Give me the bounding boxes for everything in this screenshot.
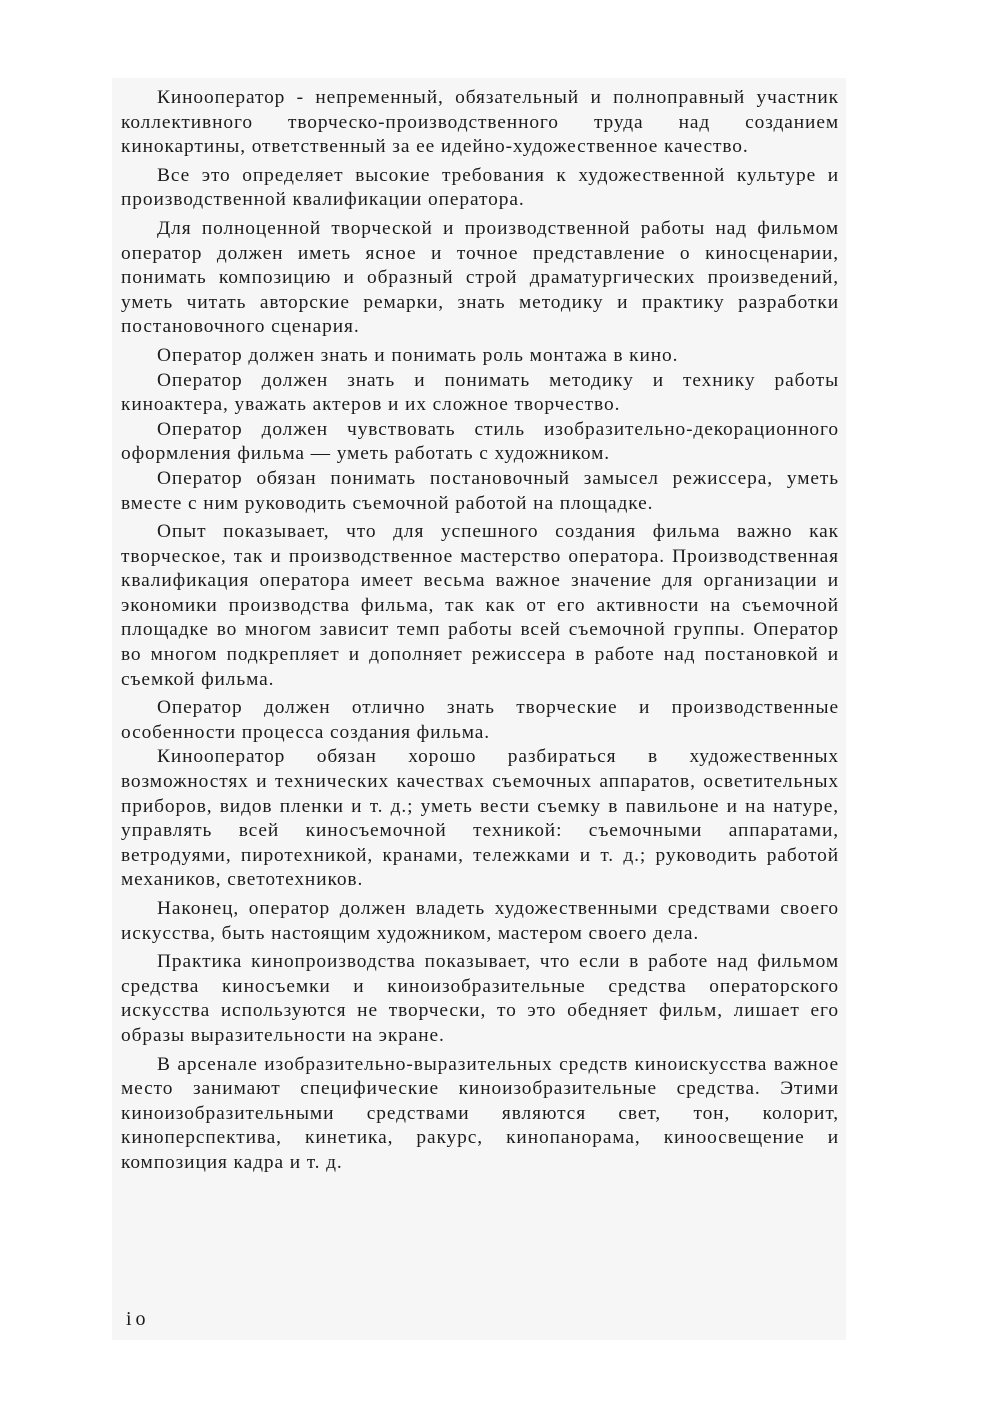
body-text xyxy=(121,86,839,1176)
paragraph-7: Оператор обязан понимать постановочный замысел режиссера, уметь вместе с ним руководить съемочной работой на площадке. xyxy=(121,467,839,514)
page-number: io xyxy=(126,1308,150,1330)
paragraph-10: Кинооператор обязан хорошо разбираться в художественных возможностях и технических качествах съемочных аппаратов, осветительных приборов, видов пленки и т. д.; уметь вести съемку в павильоне и на натуре, управлять всей киносъемочной техникой: съемочными аппаратами, ветродуями, пиротехникой, кранами, тележками и т. д.; руководить работой механиков, светотехников. xyxy=(121,746,839,891)
paragraph-11: Наконец, оператор должен владеть художественными средствами своего искусства, быть настоящим художником, мастером своего дела. xyxy=(121,898,839,944)
paragraph-2: Все это определяет высокие требования к художественной культуре и производственной квалификации оператора. xyxy=(121,164,839,211)
paragraph-13: В арсенале изобразительно-выразительных средств киноискусства важное место занимают специфические киноизобразительные средства. Этими киноизобразительными средствами являются свет, тон, колорит, киноперспектива, кинетика, ракурс, кинопанорама, киноосвещение и композиция кадра и т. д. xyxy=(121,1053,839,1173)
paragraph-4: Оператор должен знать и понимать роль монтажа в кино. xyxy=(157,344,679,366)
paragraph-1: Кинооператор - непременный, обязательный и полноправный участник коллективного творческо-производственного труда над созданием кинокартины, ответственный за ее идейно-художественное качество. xyxy=(121,87,839,158)
paragraph-6: Оператор должен чувствовать стиль изобразительно-декорационного оформления фильма — уметь работать с художником. xyxy=(121,418,839,465)
paragraph-3: Для полноценной творческой и производственной работы над фильмом оператор должен иметь ясное и точное представление о киносценарии, понимать композицию и образный строй драматургических произведений, уметь читать авторские ремарки, знать методику и практику разработки постановочного сценария. xyxy=(121,217,839,338)
paragraph-12: Практика кинопроизводства показывает, что если в работе над фильмом средства киносъемки и киноизобразительные средства операторского искусства используются не творчески, то это обедняет фильм, лишает его образы выразительности на экране. xyxy=(121,951,839,1046)
paragraph-9: Оператор должен отлично знать творческие и производственные особенности процесса создания фильма. xyxy=(121,697,839,743)
paragraph-8: Опыт показывает, что для успешного создания фильма важно как творческое, так и производственное мастерство оператора. Производственная квалификация оператора имеет весьма важное значение для организации и экономики производства фильма, так как от его активности на съемочной площадке во многом зависит темп работы всей съемочной группы. Оператор во многом подкрепляет и дополняет режиссера в работе над постановкой и съемкой фильма. xyxy=(121,521,839,690)
paragraph-5: Оператор должен знать и понимать методику и технику работы киноактера, уважать актеров и их сложное творчество. xyxy=(121,369,839,416)
